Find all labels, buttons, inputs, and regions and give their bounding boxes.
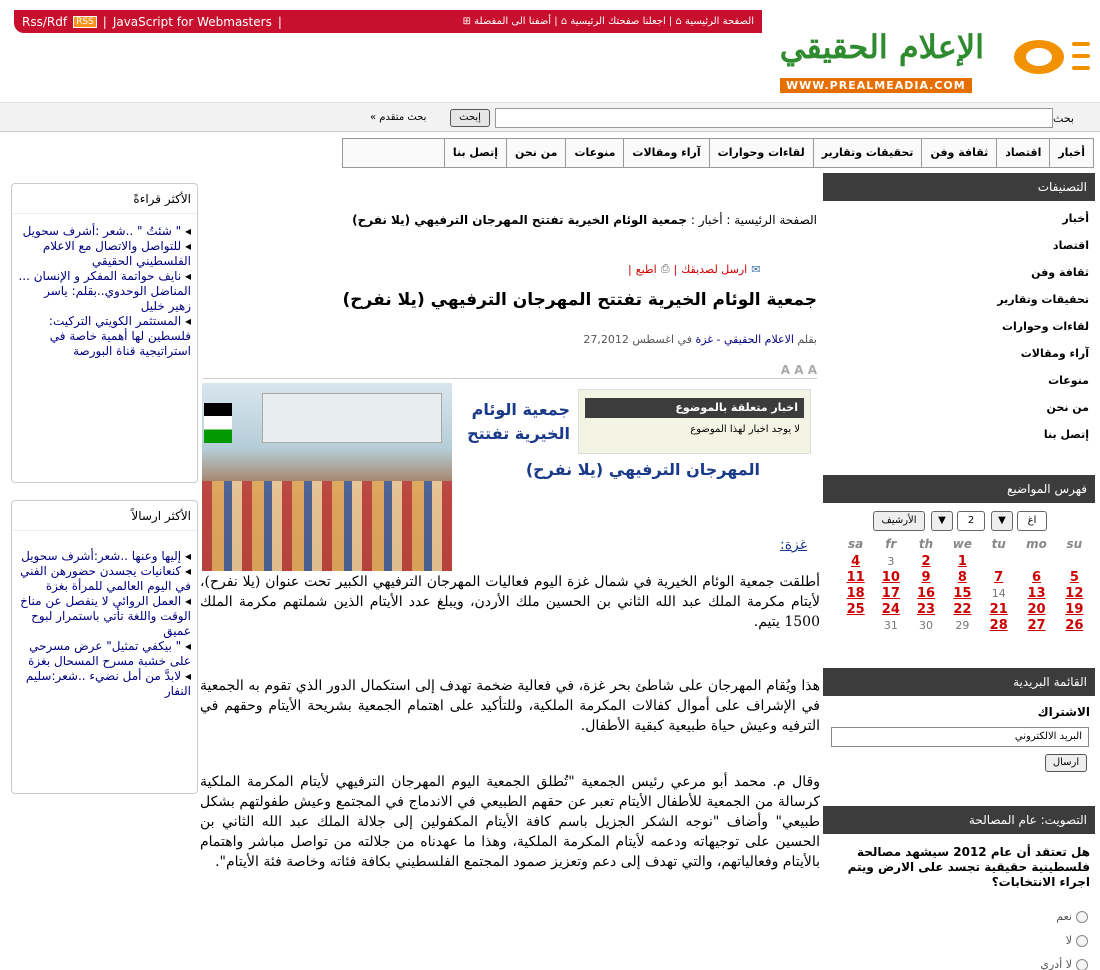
list-item[interactable]: ◂ لابدَّ من أمل نضيء ..شعر:سليم النفار <box>25 669 191 698</box>
calendar-day[interactable]: 7 <box>994 569 1004 585</box>
category-link[interactable]: إتصل بنا <box>1043 428 1089 441</box>
divider: | <box>673 262 678 276</box>
divider: | <box>102 14 107 29</box>
list-item[interactable]: ◂ " شئتُ " ..شعر :أشرف سحويل <box>22 224 191 238</box>
most-read-title: الأكثر قراءةً <box>12 184 197 214</box>
calendar-day[interactable]: 6 <box>1031 569 1042 585</box>
calendar-day <box>981 553 1016 569</box>
author-link[interactable]: الاعلام الحقيقي - غزة <box>695 333 794 346</box>
category-link[interactable]: منوعات <box>1048 374 1089 387</box>
category-link[interactable]: أخبار <box>1062 212 1089 225</box>
calendar-day[interactable]: 13 <box>1027 585 1046 601</box>
site-logo[interactable] <box>774 18 1094 98</box>
calendar-controls <box>873 511 1053 531</box>
most-sent-link[interactable]: إليها وعنها ..شعر:أشرف سحويل <box>21 549 182 563</box>
year-dropdown-icon[interactable]: ▼ <box>991 511 1013 531</box>
category-link[interactable]: اقتصاد <box>1052 239 1089 252</box>
poll-option[interactable] <box>1056 910 1088 923</box>
calendar-day[interactable]: 25 <box>846 601 865 617</box>
nav-item-about[interactable]: من نحن <box>506 139 566 167</box>
weekday: th <box>918 537 934 551</box>
photo-crowd <box>202 481 452 571</box>
byline-in: في <box>677 333 692 346</box>
calendar-week-row <box>838 601 1092 617</box>
dateline-place: غزة: <box>780 537 808 553</box>
calendar-day[interactable]: 2 <box>921 553 931 569</box>
calendar-day[interactable]: 12 <box>1065 585 1084 601</box>
calendar-day[interactable]: 4 <box>851 553 861 569</box>
search-button[interactable]: إبحث <box>450 109 490 127</box>
calendar-day[interactable]: 11 <box>846 569 865 585</box>
logo-url: WWW.PREALMEADIA.COM <box>780 78 972 93</box>
search-label: بحث <box>1053 112 1074 125</box>
article-tools <box>628 262 760 276</box>
most-read-link[interactable]: للتواصل والاتصال مع الاعلام الفلسطيني الحقيقي <box>42 239 191 268</box>
breadcrumb-current: جمعية الوئام الخيرية تفتتح المهرجان الترفيهي (يلا نفرح) <box>352 213 688 227</box>
search-bar <box>0 102 1100 132</box>
most-sent-link[interactable]: " بيكفي تمثيل" عرض مسرحي على خشبة مسرح المسحال بغزة <box>28 639 191 668</box>
calendar-week-row <box>838 553 1092 569</box>
category-link[interactable]: آراء ومقالات <box>1020 347 1089 360</box>
calendar-day[interactable]: 24 <box>881 601 900 617</box>
list-item[interactable]: ◂ إليها وعنها ..شعر:أشرف سحويل <box>21 549 191 563</box>
calendar-day[interactable]: 21 <box>989 601 1008 617</box>
poll-option-label: لا <box>1065 934 1072 947</box>
breadcrumb-sep: : <box>687 213 699 227</box>
logo-title: الإعلام الحقيقي <box>779 28 984 66</box>
photo-flag <box>204 403 232 443</box>
radio-icon[interactable] <box>1076 911 1088 923</box>
calendar-day[interactable]: 17 <box>881 585 900 601</box>
send-to-friend-link[interactable]: ارسل لصديقك <box>681 262 748 276</box>
print-icon[interactable]: ⎙ <box>660 262 670 275</box>
nav-item-contact[interactable]: إتصل بنا <box>444 139 506 167</box>
divider: | <box>277 14 282 29</box>
poll-option-label: لا أدري <box>1040 958 1072 970</box>
calendar-day[interactable]: 22 <box>953 601 972 617</box>
calendar-day: 3 <box>887 554 895 568</box>
weekday: sa <box>847 537 864 551</box>
calendar-day <box>1057 553 1092 569</box>
archive-button[interactable]: الأرشيف <box>873 511 925 531</box>
calendar-day[interactable]: 8 <box>957 569 967 585</box>
print-link[interactable]: اطبع <box>635 262 657 276</box>
calendar-day: 14 <box>991 586 1006 600</box>
calendar-week-row <box>838 617 1092 633</box>
poll-option[interactable] <box>1066 934 1088 947</box>
top-link-bar <box>14 10 762 33</box>
header-links[interactable]: الصفحة الرئيسية ⌂ | اجعلنا صفحتك الرئيسية ⌂ | أضفنا الى المفضلة ⊞ <box>462 16 754 27</box>
main-nav <box>342 138 1094 168</box>
list-item[interactable]: ◂ نايف حواتمة المفكر و الإنسان ... المناضل الوحدوي..بقلم: ياسر زهير خليل <box>18 269 191 313</box>
logo-ray <box>1072 42 1090 46</box>
list-item[interactable]: ◂ " بيكفي تمثيل" عرض مسرحي على خشبة مسرح المسحال بغزة <box>28 639 191 668</box>
calendar-day[interactable]: 19 <box>1065 601 1084 617</box>
article-photo <box>202 383 452 571</box>
calendar-week-row <box>838 569 1092 585</box>
archive-title: فهرس المواضيع <box>823 475 1095 503</box>
nav-item-economy[interactable]: اقتصاد <box>996 139 1049 167</box>
mail-icon[interactable]: ✉ <box>751 262 761 276</box>
calendar-day[interactable]: 10 <box>881 569 900 585</box>
calendar-day: 31 <box>883 618 898 632</box>
logo-ray <box>1072 66 1090 70</box>
most-sent-link[interactable]: لابدَّ من أمل نضيء ..شعر:سليم النفار <box>25 669 191 698</box>
calendar-day[interactable]: 26 <box>1065 617 1084 633</box>
logo-ray <box>1072 54 1090 58</box>
breadcrumb-home[interactable]: الصفحة الرئيسية <box>734 213 817 227</box>
related-title: اخبار متعلقة بالموضوع <box>585 398 804 418</box>
weekday: mo <box>1026 537 1047 551</box>
month-select[interactable]: 2 <box>957 511 985 531</box>
search-input[interactable] <box>495 108 1053 128</box>
list-item[interactable]: ◂ للتواصل والاتصال مع الاعلام الفلسطيني الحقيقي <box>42 239 191 268</box>
nav-item-culture[interactable]: ثقافة وفن <box>921 139 996 167</box>
most-sent-box <box>11 500 198 794</box>
weekday: we <box>952 537 972 551</box>
most-read-link[interactable]: المستثمر الكويتي التركيت: فلسطين لها أهمية خاصة في استراتيجية قناة البورصة <box>48 314 191 358</box>
nav-item-interviews[interactable]: لقاءات وحوارات <box>709 139 813 167</box>
logo-hand-inner <box>1026 48 1052 66</box>
calendar-day[interactable]: 9 <box>921 569 931 585</box>
divider: | <box>628 262 632 276</box>
send-button[interactable]: ارسال <box>1045 754 1087 772</box>
mailing-title: القائمة البريدية <box>823 668 1095 696</box>
categories-box <box>823 173 1095 448</box>
calendar-day: 29 <box>955 618 970 632</box>
calendar-day[interactable]: 20 <box>1027 601 1046 617</box>
calendar-day[interactable]: 23 <box>917 601 936 617</box>
nav-item-news[interactable]: أخبار <box>1049 139 1093 167</box>
rss-label: Rss/Rdf <box>22 14 68 29</box>
byline-by: بقلم <box>797 333 817 346</box>
most-sent-title: الأكثر ارسالاً <box>12 501 197 531</box>
calendar-day[interactable]: 28 <box>989 617 1008 633</box>
category-link[interactable]: ثقافة وفن <box>1031 266 1089 279</box>
weekday: tu <box>991 537 1006 551</box>
calendar-day <box>1016 553 1056 569</box>
poll-title: التصويت: عام المصالحة <box>823 806 1095 834</box>
most-sent-link[interactable]: كنعانيات يجسدن حضورهن الفني في اليوم العالمي للمرأة بغزة <box>20 564 191 593</box>
calendar-day: 30 <box>919 618 934 632</box>
rss-link[interactable] <box>22 15 67 29</box>
related-empty: لا يوجد اخبار لهذا الموضوع <box>690 424 800 435</box>
calendar-weekday-row <box>838 535 1092 553</box>
calendar-day <box>838 617 873 633</box>
article-title: جمعية الوئام الخيرية تفتتح المهرجان الترفيهي (يلا نفرح) <box>342 290 817 310</box>
article-date: اغسطس 27,2012 <box>583 333 675 346</box>
category-link[interactable]: تحقيقات وتقارير <box>997 293 1089 306</box>
nav-item-opinions[interactable]: آراء ومقالات <box>623 139 708 167</box>
js-webmasters-link[interactable]: JavaScript for Webmasters <box>112 14 272 29</box>
article-subtitle-2: المهرجان الترفيهي (يلا نفرح) <box>525 460 760 479</box>
poll-question: هل تعتقد أن عام 2012 سيشهد مصالحة فلسطينية حقيقية تجسد على الارض ويتم اجراء الانتخابات؟ <box>847 845 1090 889</box>
breadcrumb-category[interactable]: أخبار <box>698 213 723 227</box>
article-paragraph: هذا ويُقام المهرجان على شاطئ بحر غزة، في فعالية ضخمة تهدف إلى استكمال الدور الذي تقوم به الجمعية في الإشراف على أموال كفالات المكرمة الملكية، وللتأكيد على اهتمام الجمعية بشريحة الأيتام وحقهم في الترفيه وعيش حياة طبيعية كبقية الأطفال. <box>200 678 820 734</box>
weekday: fr <box>885 537 897 551</box>
poll-option-label: نعم <box>1056 910 1072 923</box>
calendar-day[interactable]: 5 <box>1069 569 1079 585</box>
list-item[interactable]: ◂ المستثمر الكويتي التركيت: فلسطين لها أهمية خاصة في استراتيجية قناة البورصة <box>48 314 191 358</box>
font-size-buttons[interactable]: A A A <box>780 363 817 377</box>
calendar-day[interactable]: 1 <box>957 553 967 569</box>
weekday: su <box>1066 537 1083 551</box>
calendar-day[interactable]: 16 <box>917 585 936 601</box>
rss-icon: RSS <box>73 16 97 28</box>
article-paragraph: وقال م. محمد أبو مرعي رئيس الجمعية "تُطلق الجمعية اليوم المهرجان الترفيهي لأيتام المكرمة الملكية كرسالة من الجمعية للأطفال الأيتام تعبر عن حقهم الطبيعي في الاندماج في المجتمع وعيش طفولتهم بشكل طبيعي" وأضاف "نوجه الشكر الجزيل باسم كافة الأيتام المكفولين إلى جلالة الملك عبد الله الثاني بن الحسين على توجيهاته ودعمه لأيتام المكرمة الملكية، وهذا ما عهدناه من جلالته من تواصل مباشر واهتمام بالأيتام وفعالياتهم، والتي تهدف إلى دعم وتعزيز صمود المجتمع الفلسطيني بكافة فئاته وخاصة فئة الأيتام". <box>200 774 820 870</box>
categories-title: التصنيفات <box>823 173 1095 201</box>
calendar <box>838 535 1092 633</box>
calendar-week-row <box>838 585 1092 601</box>
byline <box>400 333 817 346</box>
radio-icon[interactable] <box>1076 935 1088 947</box>
font-size-controls <box>203 363 817 379</box>
year-select[interactable]: اغ <box>1017 511 1047 531</box>
nav-item-misc[interactable]: منوعات <box>565 139 623 167</box>
most-sent-link[interactable]: العمل الروائي لا ينفصل عن مناخ الوقت واللغة تأتي باستمرار لبوح عميق <box>20 594 191 638</box>
advanced-search-link[interactable]: بحث متقدم » <box>370 112 427 123</box>
nav-item-reports[interactable]: تحقيقات وتقارير <box>813 139 922 167</box>
calendar-day[interactable]: 18 <box>846 585 865 601</box>
most-read-box <box>11 183 198 483</box>
category-link[interactable]: من نحن <box>1046 401 1089 414</box>
poll-option[interactable] <box>1040 958 1088 970</box>
calendar-day[interactable]: 15 <box>953 585 972 601</box>
list-item[interactable]: ◂ العمل الروائي لا ينفصل عن مناخ الوقت واللغة تأتي باستمرار لبوح عميق <box>20 594 191 638</box>
category-link[interactable]: لقاءات وحوارات <box>1001 320 1089 333</box>
related-news-box <box>578 389 811 454</box>
list-item[interactable]: ◂ كنعانيات يجسدن حضورهن الفني في اليوم العالمي للمرأة بغزة <box>20 564 191 593</box>
article-subtitle: جمعية الوئام الخيرية تفتتح <box>467 400 570 443</box>
month-dropdown-icon[interactable]: ▼ <box>931 511 953 531</box>
subscribe-label: الاشتراك <box>1037 705 1090 719</box>
breadcrumb-sep: : <box>722 213 735 227</box>
photo-banner <box>262 393 442 443</box>
email-field[interactable]: البريد الالكتروني <box>831 727 1089 747</box>
breadcrumb <box>215 213 817 227</box>
radio-icon[interactable] <box>1076 959 1088 970</box>
calendar-day[interactable]: 27 <box>1027 617 1046 633</box>
most-read-link[interactable]: " شئتُ " ..شعر :أشرف سحويل <box>22 224 182 238</box>
most-read-link[interactable]: نايف حواتمة المفكر و الإنسان ... المناضل الوحدوي..بقلم: ياسر زهير خليل <box>18 269 191 313</box>
article-paragraph: أطلقت جمعية الوئام الخيرية في شمال غزة اليوم فعاليات المهرجان الترفيهي الكبير تحت عنوان (يلا نفرح)، لأيتام مكرمة الملك عبد الله الثاني بن الحسين ملك الأردن، ويبلغ عدد الأيتام الذين شملتهم مكرمة الملك 1500 يتيم. <box>200 574 820 630</box>
